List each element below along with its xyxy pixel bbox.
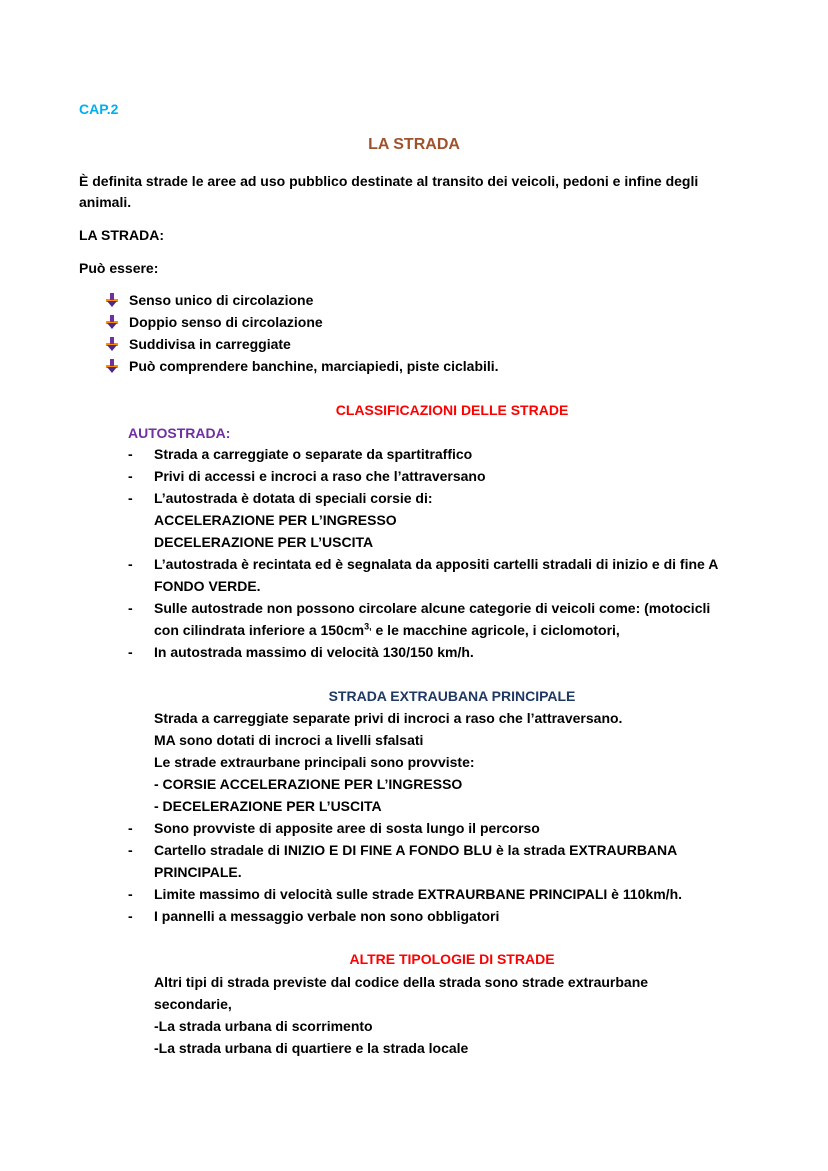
list-item-continuation (154, 619, 620, 641)
paragraph-line: -La strada urbana di scorrimento (154, 1018, 373, 1034)
paragraph-line: Le strade extraurbane principali sono provviste: (154, 754, 475, 770)
lane-type: DECELERAZIONE PER L’USCITA (154, 534, 374, 550)
text-part: con cilindrata inferiore a 150cm (154, 622, 365, 638)
list-item-continuation: FONDO VERDE. (154, 578, 261, 594)
page-title: LA STRADA (368, 136, 460, 153)
dash-marker: - (128, 644, 133, 660)
can-be-label: Può essere: (79, 260, 159, 276)
paragraph-line: Altri tipi di strada previste dal codice della strada sono strade extraurbane (154, 974, 649, 990)
list-item-text: Privi di accessi e incroci a raso che l’attraversano (154, 468, 486, 484)
list-item-text: Sulle autostrade non possono circolare alcune categorie di veicoli come: (motocicli (154, 600, 711, 616)
paragraph-line: Strada a carreggiate separate privi di incroci a raso che l’attraversano. (154, 710, 623, 726)
paragraph-line: - DECELERAZIONE PER L’USCITA (154, 798, 382, 814)
bullet-text: Suddivisa in carreggiate (129, 336, 291, 352)
list-item-continuation: PRINCIPALE. (154, 864, 242, 880)
dash-marker: - (128, 600, 133, 616)
arrow-bullet-icon (104, 292, 120, 308)
dash-marker: - (128, 820, 133, 836)
paragraph-line: MA sono dotati di incroci a livelli sfalsati (154, 732, 424, 748)
dash-marker: - (128, 556, 133, 572)
text-part: e le macchine agricole, i ciclomotori, (371, 622, 620, 638)
list-item-text: Cartello stradale di INIZIO E DI FINE A FONDO BLU è la strada EXTRAURBANA (154, 842, 678, 858)
list-item-text: Limite massimo di velocità sulle strade EXTRAURBANE PRINCIPALI è 110km/h. (154, 886, 683, 902)
dash-marker: - (128, 468, 133, 484)
arrow-bullet-icon (104, 314, 120, 330)
paragraph-line: -La strada urbana di quartiere e la strada locale (154, 1040, 469, 1056)
classification-heading: CLASSIFICAZIONI DELLE STRADE (335, 402, 569, 418)
dash-marker: - (128, 908, 133, 924)
arrow-bullet-icon (104, 336, 120, 352)
list-item-text: I pannelli a messaggio verbale non sono obbligatori (154, 908, 500, 924)
intro-line-2: animali. (79, 194, 132, 210)
intro-line-1: È definita strade le aree ad uso pubblico destinate al transito dei veicoli, pedoni e infine degli (79, 173, 699, 189)
list-item-text: In autostrada massimo di velocità 130/150 km/h. (154, 644, 474, 660)
dash-marker: - (128, 886, 133, 902)
arrow-bullet-icon (104, 358, 120, 374)
extraurbana-heading: STRADA EXTRAUBANA PRINCIPALE (328, 688, 576, 704)
list-item-text: L’autostrada è dotata di speciali corsie di: (154, 490, 433, 506)
section-subtitle: LA STRADA: (79, 227, 165, 243)
superscript: 3, (364, 621, 372, 632)
autostrada-heading: AUTOSTRADA: (128, 425, 231, 441)
paragraph-line: - CORSIE ACCELERAZIONE PER L’INGRESSO (154, 776, 463, 792)
altre-heading: ALTRE TIPOLOGIE DI STRADE (349, 951, 555, 967)
dash-marker: - (128, 842, 133, 858)
list-item-text: Sono provviste di apposite aree di sosta lungo il percorso (154, 820, 540, 836)
list-item-text: Strada a carreggiate o separate da spartitraffico (154, 446, 473, 462)
paragraph-line: secondarie, (154, 996, 232, 1012)
dash-marker: - (128, 490, 133, 506)
chapter-label: CAP.2 (79, 101, 119, 117)
bullet-text: Può comprendere banchine, marciapiedi, piste ciclabili. (129, 358, 499, 374)
lane-type: ACCELERAZIONE PER L’INGRESSO (154, 512, 397, 528)
bullet-text: Doppio senso di circolazione (129, 314, 323, 330)
dash-marker: - (128, 446, 133, 462)
list-item-text: L’autostrada è recintata ed è segnalata da appositi cartelli stradali di inizio e di fine A (154, 556, 719, 572)
bullet-text: Senso unico di circolazione (129, 292, 314, 308)
